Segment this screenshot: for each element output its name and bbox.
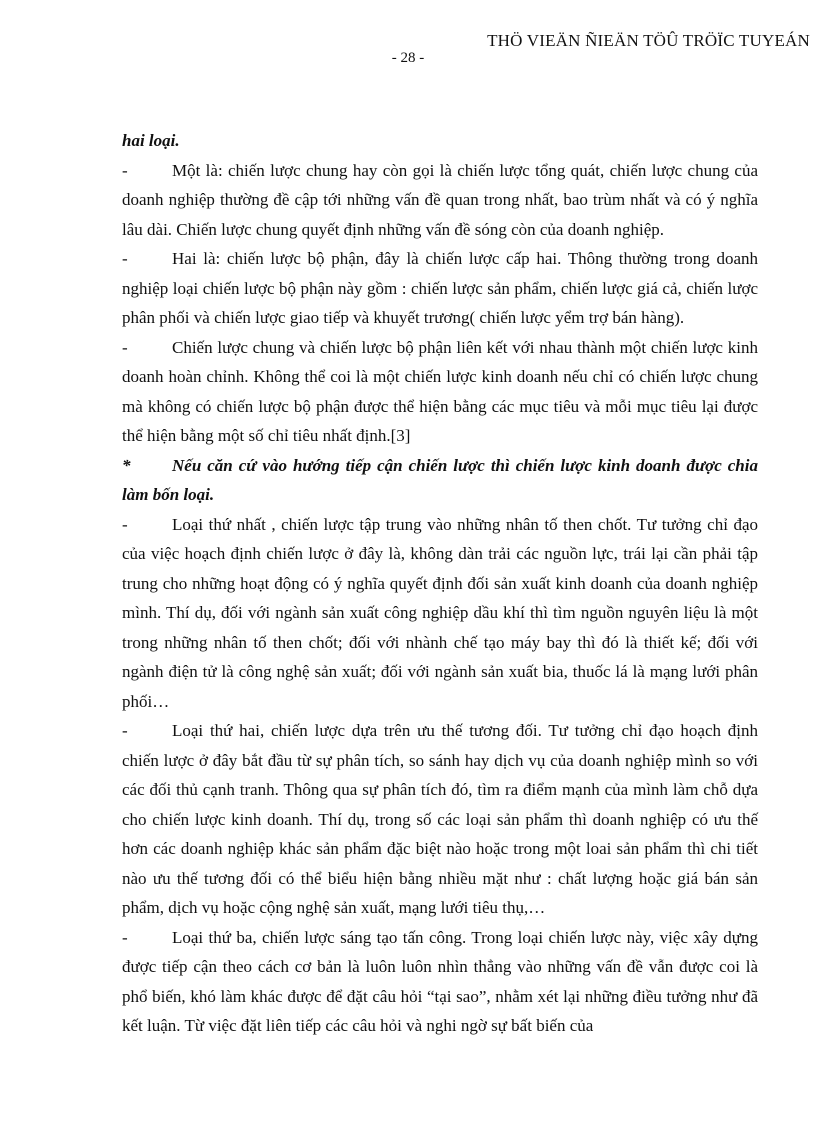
dash-marker: - xyxy=(122,514,128,534)
dash-marker: - xyxy=(122,249,128,268)
paragraph-6 xyxy=(122,923,758,1041)
asterisk-marker: * xyxy=(122,455,131,475)
library-header: THÖ VIEÄN ÑIEÄN TÖÛ TRÖÏC TUYEÁN xyxy=(487,31,810,50)
page-number: - 28 - xyxy=(391,50,425,66)
document-body xyxy=(122,126,758,1041)
paragraph-text: Loại thứ ba, chiến lược sáng tạo tấn công. Trong loại chiến lược này, việc xây dựng được tiếp cận theo cách cơ bản là luôn luôn nhìn thẳng vào những vấn đề vẫn được coi là phổ biến, khó làm khác được để đặt câu hỏi “tại sao”, nhằm xét lại những điều tưởng như đã kết luận. Từ việc đặt liên tiếp các câu hỏi và nghi ngờ sự bất biến của xyxy=(122,927,758,1035)
dash-marker: - xyxy=(122,160,128,180)
paragraph-text: Loại thứ hai, chiến lược dựa trên ưu thế tương đối. Tư tưởng chỉ đạo hoạch định chiến lược ở đây bắt đầu từ sự phân tích, so sánh hay dịch vụ của doanh nghiệp mình so với các đối thủ cạnh tranh. Thông qua sự phân tích đó, tìm ra điểm mạnh của mình làm chỗ dựa cho chiến lược kinh doanh. Thí dụ, trong số các loại sản phẩm thì doanh nghiệp có ưu thế hơn các doanh nghiệp khác sản phẩm đặc biệt nào hoặc trong một loai sản phẩm thì chi tiết nào ưu thế tương đối có thể biểu hiện bằng nhiều mặt như : chất lượng hoặc giá bán sản phẩm, dịch vụ hoặc cộng nghệ sản xuất, mạng lưới tiêu thụ,… xyxy=(122,721,758,917)
section-heading: hai loại. xyxy=(122,131,180,150)
paragraph-text: Nếu căn cứ vào hướng tiếp cận chiến lược thì chiến lược kinh doanh được chia làm bốn loại. xyxy=(122,455,758,504)
paragraph-3 xyxy=(122,333,758,451)
paragraph-4 xyxy=(122,510,758,717)
dash-marker: - xyxy=(122,721,128,740)
paragraph-text: Chiến lược chung và chiến lược bộ phận liên kết với nhau thành một chiến lược kinh doanh hoàn chỉnh. Không thể coi là một chiến lược kinh doanh nếu chỉ có chiến lược chung mà không có chiến lược bộ phận được thể hiện bằng các mục tiêu và mỗi mục tiêu lại được thể hiện bằng một số chỉ tiêu nhất định.[3] xyxy=(122,337,758,445)
paragraph-text: Hai là: chiến lược bộ phận, đây là chiến lược cấp hai. Thông thường trong doanh nghiệp loại chiến lược bộ phận này gồm : chiến lược sản phẩm, chiến lược giá cả, chiến lược phân phối và chiến lược giao tiếp và khuyết trương( chiến lược yểm trợ bán hàng). xyxy=(122,249,758,327)
dash-marker: - xyxy=(122,337,128,357)
paragraph-2 xyxy=(122,244,758,333)
paragraph-1 xyxy=(122,156,758,245)
dash-marker: - xyxy=(122,927,128,947)
emphasized-heading xyxy=(122,451,758,510)
paragraph-5 xyxy=(122,716,758,923)
paragraph-text: Một là: chiến lược chung hay còn gọi là chiến lược tổng quát, chiến lược chung của doanh nghiệp thường đề cập tới những vấn đề quan trong nhất, bao trùm nhất và có ý nghĩa lâu dài. Chiến lược chung quyết định những vấn đề sóng còn của doanh nghiệp. xyxy=(122,160,758,239)
paragraph-text: Loại thứ nhất , chiến lược tập trung vào những nhân tố then chốt. Tư tưởng chỉ đạo của việc hoạch định chiến lược ở đây là, không dàn trải các nguồn lực, trái lại cần phải tập trung cho những hoạt động có ý nghĩa quyết định đối sản xuất kinh doanh của doanh nghiệp mình. Thí dụ, đối với ngành sản xuất công nghiệp dầu khí thì tìm nguồn nguyên liệu là một trong những nhân tố then chốt; đối với nhành chế tạo máy bay thì đó là thiết kế; đối với ngành điện tử là công nghệ sản xuất; đối với ngành sản xuất bia, thuốc lá là mạng lưới phân phối… xyxy=(122,514,758,711)
